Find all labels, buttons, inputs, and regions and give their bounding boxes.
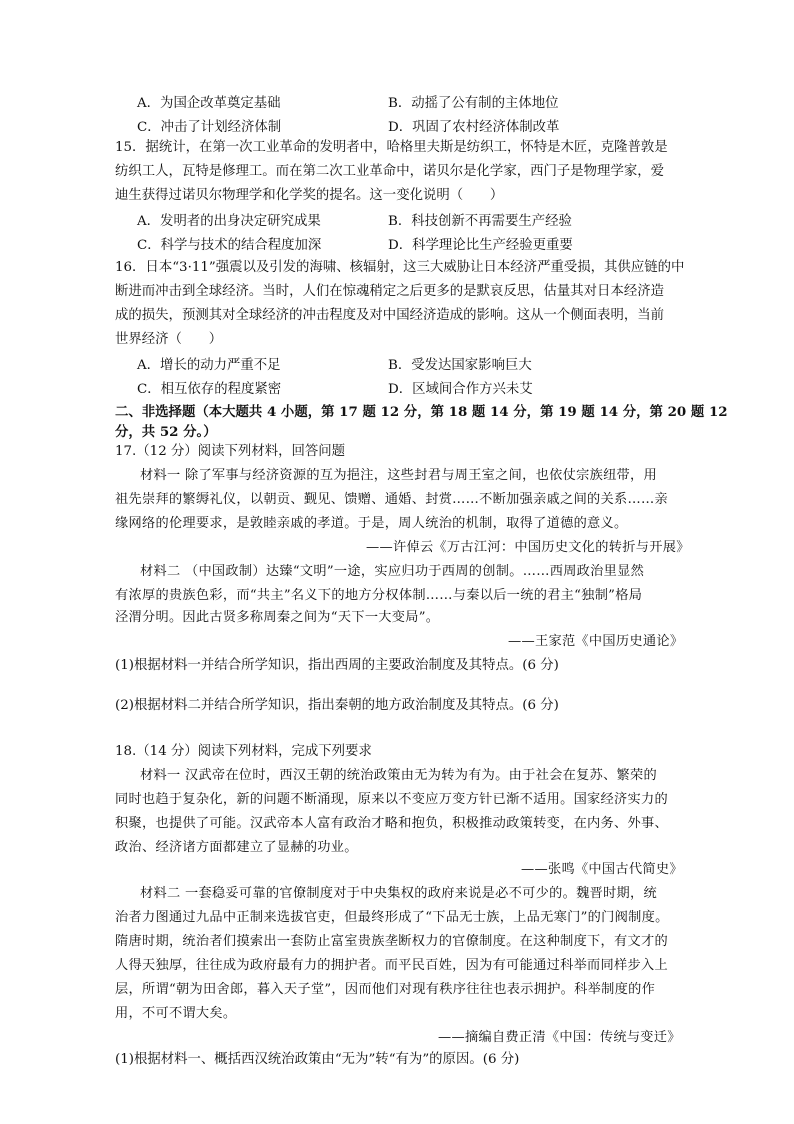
q15-option-b[interactable]: B．科技创新不再需要生产经验 <box>388 214 572 229</box>
q17-material-2-line-2: 有浓厚的贵族色彩，而“共主”名义下的地方分权体制……与秦以后一统的君主“独制”格局 <box>115 588 643 603</box>
q14-option-d[interactable]: D．巩固了农村经济体制改革 <box>388 120 560 135</box>
q17-material-1-line-2: 祖先崇拜的繁缛礼仪，以朝贡、觐见、馈赠、通婚、封赏……不断加强亲戚之间的关系……亲 <box>115 492 668 507</box>
q15-stem-line-1: 15．据统计，在第一次工业革命的发明者中，哈格里夫斯是纺织工，怀特是木匠，克隆普敦是 <box>115 140 668 155</box>
q15-option-d[interactable]: D．科学理论比生产经验更重要 <box>388 238 573 253</box>
q16-options-row-1 <box>0 354 794 376</box>
q14-options-row-2 <box>0 116 794 138</box>
q16-option-a[interactable]: A．增长的动力严重不足 <box>137 358 281 373</box>
q15-options-row-1 <box>0 210 794 232</box>
q17-material-1-line-3: 缘网络的伦理要求，是敦睦亲戚的孝道。于是，周人统治的机制，取得了道德的意义。 <box>115 516 628 531</box>
q18-heading: 18.（14 分）阅读下列材料，完成下列要求 <box>115 744 372 759</box>
q15-stem-line-3: 迪生获得过诺贝尔物理学和化学奖的提名。这一变化说明（ ） <box>115 188 504 203</box>
q15-stem-line-2: 纺织工人，瓦特是修理工。而在第二次工业革命中，诺贝尔是化学家，西门子是物理学家，爱 <box>115 164 665 179</box>
q15-option-a[interactable]: A．发明者的出身决定研究成果 <box>137 214 321 229</box>
q18-material-1-line-2: 同时也趋于复杂化，新的问题不断涌现，原来以不变应万变方针已渐不适用。国家经济实力的 <box>115 792 668 807</box>
q14-option-a[interactable]: A．为国企改革奠定基础 <box>137 96 281 111</box>
q14-option-b[interactable]: B．动摇了公有制的主体地位 <box>388 96 559 111</box>
q14-options-row-1 <box>0 92 794 114</box>
section-2-heading-line-1: 二、非选择题（本大题共 4 小题，第 17 题 12 分，第 18 题 14 分，第 19 题 14 分，第 20 题 12 <box>115 404 728 420</box>
q16-options-row-2 <box>0 378 794 400</box>
section-2-heading-line-2: 分，共 52 分。） <box>115 424 217 440</box>
q18-material-1-line-4: 政治、经济诸方面都建立了显赫的功业。 <box>115 840 358 855</box>
q18-material-1-line-3: 积聚，也提供了可能。汉武帝本人富有政治才略和抱负，积极推动政策转变，在内务、外事、 <box>115 816 668 831</box>
q14-option-c[interactable]: C．冲击了计划经济体制 <box>137 120 282 135</box>
q17-material-2-line-1: 材料二 （中国政制）达臻“文明”一途，实应归功于西周的创制。……西周政治里显然 <box>140 564 645 579</box>
q17-material-1-line-1: 材料一 除了军事与经济资源的互为挹注，这些封君与周王室之间，也依仗宗族纽带，用 <box>140 468 658 483</box>
q16-option-b[interactable]: B．受发达国家影响巨大 <box>388 358 532 373</box>
q18-material-2-source: ——摘编自费正清《中国：传统与变迁》 <box>438 1030 681 1045</box>
q15-options-row-2 <box>0 234 794 256</box>
q16-stem-line-3: 成的损失，预测其对全球经济的冲击程度及对中国经济造成的影响。这从一个侧面表明，当前 <box>115 308 665 323</box>
q16-stem-line-1: 16．日本“3·11”强震以及引发的海啸、核辐射，这三大威胁让日本经济严重受损，其供应链的中 <box>115 260 685 275</box>
q17-material-2-line-3: 泾渭分明。因此古贤多称周秦之间为“天下一大变局”。 <box>115 610 440 625</box>
q17-heading: 17.（12 分）阅读下列材料，回答问题 <box>115 444 346 459</box>
q16-option-c[interactable]: C．相互依存的程度紧密 <box>137 382 282 397</box>
q17-subquestion-2: (2)根据材料二并结合所学知识，指出秦朝的地方政治制度及其特点。(6 分) <box>115 698 559 713</box>
q18-material-2-line-5: 层，所谓“朝为田舍郎，暮入天子堂”，因而他们对现有秩序往往也表示拥护。科举制度的作 <box>115 982 656 997</box>
q18-subquestion-1: (1)根据材料一、概括西汉统治政策由“无为”转“有为”的原因。(6 分) <box>115 1052 520 1067</box>
q17-material-1-source: ——许倬云《万古江河：中国历史文化的转折与开展》 <box>366 540 690 555</box>
q16-option-d[interactable]: D．区域间合作方兴未艾 <box>388 382 533 397</box>
q18-material-2-line-3: 隋唐时期，统治者们摸索出一套防止富室贵族垄断权力的官僚制度。在这种制度下，有文才的 <box>115 934 668 949</box>
q18-material-2-line-4: 人得天独厚，往往成为政府最有力的拥护者。而平民百姓，因为有可能通过科举而同样步入上 <box>115 958 668 973</box>
q18-material-2-line-1: 材料二 一套稳妥可靠的官僚制度对于中央集权的政府来说是必不可少的。魏晋时期，统 <box>140 886 658 901</box>
q16-stem-line-2: 断进而冲击到全球经济。当时，人们在惊魂稍定之后更多的是默哀反思，估量其对日本经济造 <box>115 284 665 299</box>
q18-material-2-line-6: 用，不可不谓大矣。 <box>115 1006 237 1021</box>
q18-material-1-line-1: 材料一 汉武帝在位时，西汉王朝的统治政策由无为转为有为。由于社会在复苏、繁荣的 <box>140 768 658 783</box>
q18-material-1-source: ——张鸣《中国古代简史》 <box>521 862 683 877</box>
q17-subquestion-1: (1)根据材料一并结合所学知识，指出西周的主要政治制度及其特点。(6 分) <box>115 658 559 673</box>
q17-material-2-source: ——王家范《中国历史通论》 <box>508 634 684 649</box>
q16-stem-line-4: 世界经济（ ） <box>115 332 223 347</box>
q15-option-c[interactable]: C．科学与技术的结合程度加深 <box>137 238 322 253</box>
q18-material-2-line-2: 治者力图通过九品中正制来选拔官吏，但最终形成了“下品无士族，上品无寒门”的门阀制度。 <box>115 910 669 925</box>
